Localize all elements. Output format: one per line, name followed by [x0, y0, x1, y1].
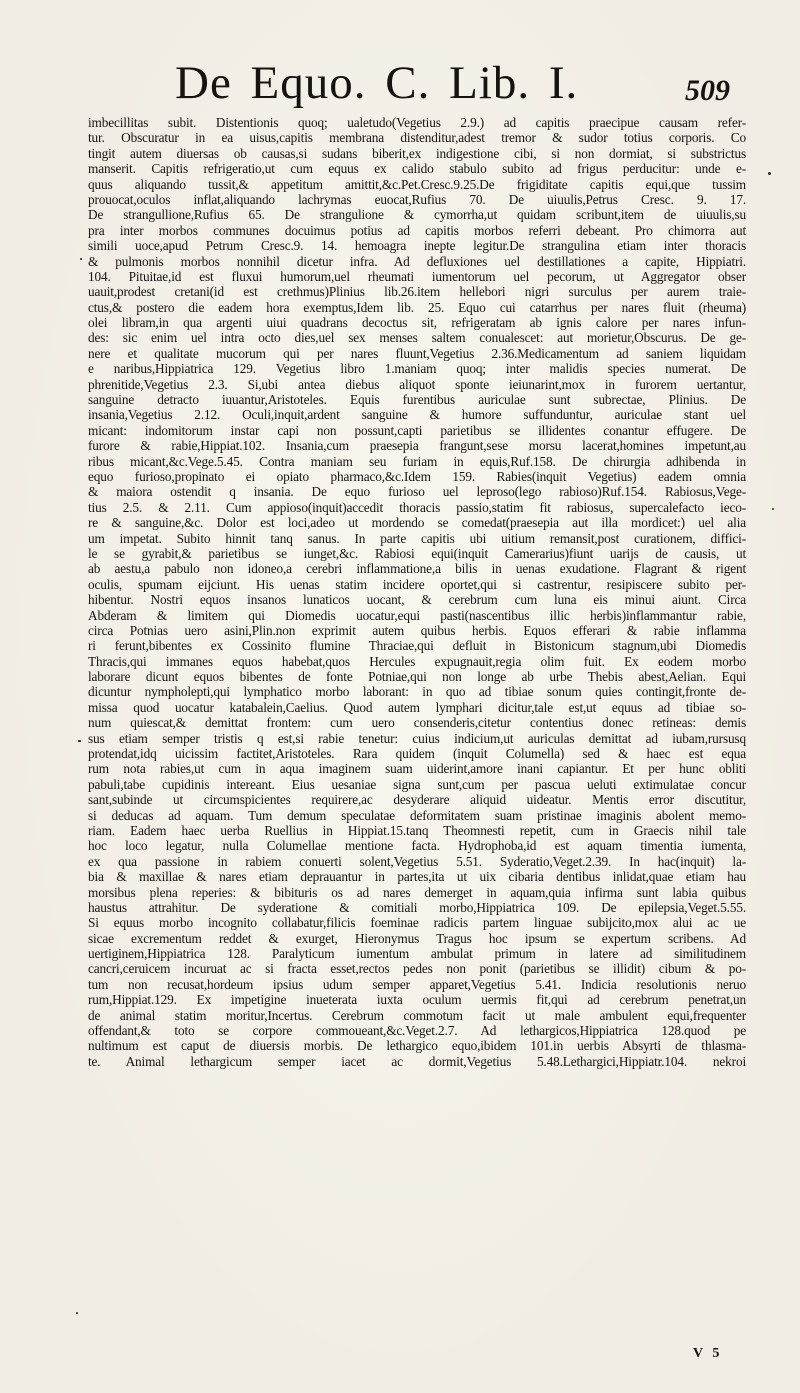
text-line: imbecillitas subit. Distentionis quoq; ualetudo(Vegetius 2.9.) ad capitis praecipue causam refer-	[88, 115, 746, 130]
text-line: olei libram,in qua argenti uiui quadrans decoctus sit, refrigeratam ab ignis calore per nares infun-	[88, 315, 746, 331]
running-head	[175, 58, 730, 108]
text-line: micant: indomitorum instar capi non possunt,capti parietibus se illidentes conantur effugere. De	[88, 422, 746, 438]
text-line: oculis, spumam eijciunt. His uenas statim incidere oportet,qui si castrentur, resipiscere subito per-	[88, 576, 746, 592]
text-line: insania,Vegetius 2.12. Oculi,inquit,ardent sanguine & humore suffunduntur, auriculae stant uel	[88, 407, 746, 423]
text-line: tingit autem diuersas ob causas,si sudans biberit,ex indigestione cibi, si non dormiat, si substrictus	[88, 145, 746, 161]
text-line: rum,Hippiat.129. Ex impetigine inueterata iuxta oculum uermis fit,qui ad cerebrum penetrat,un	[88, 992, 746, 1008]
text-line: sus etiam semper tristis q est,si rabie tenetur: cuius indicium,ut auriculas demittat ad iubam,rursusq	[88, 730, 746, 746]
text-line: bia & maxillae & nares etiam deprauantur in partes,ita ut uix cibaria dentibus inlidat,quae etiam hau	[88, 869, 746, 885]
text-line: le se gyrabit,& parietibus se iunget,&c. Rabiosi equi(inquit Camerarius)fiunt uarijs de causis, ut	[88, 545, 746, 561]
text-line: haustus attrahitur. De syderatione & comitiali morbo,Hippiatrica 109. De epilepsia,Veget.5.55.	[88, 899, 746, 915]
text-line: rum nota rabies,ut cum in aqua imaginem suam uiderint,amore inani capiantur. Et per hunc obliti	[88, 761, 746, 777]
text-line: uertiginem,Hippiatrica 128. Paralyticum iumentum ambulat primum in latere ad similitudinem	[88, 946, 746, 962]
text-line: furore & rabie,Hippiat.102. Insania,cum praesepia frangunt,sese morsu lacerat,homines impetunt,au	[88, 438, 746, 454]
text-line: uauit,prodest cretani(id est crethmus)Plinius lib.26.item hellebori nigri surculus per aurem traie-	[88, 284, 746, 300]
text-line: simili uoce,apud Petrum Cresc.9. 14. hemoagra inepte legitur.De strangulina etiam inter thoracis	[88, 238, 746, 254]
text-line: num quiescat,& demittat frontem: cum uero consenderis,citetur contentius donec retineas: demis	[88, 715, 746, 731]
text-line: tur. Obscuratur in ea uisus,capitis membrana distenditur,adest tremor & sudor totius corporis. Co	[88, 130, 746, 146]
signature-mark: V 5	[693, 1346, 723, 1361]
ink-fleck	[78, 740, 81, 742]
text-line: offendant,& toto se corpore commoueant,&c.Veget.2.7. Ad lethargicos,Hippiatrica 128.quod pe	[88, 1023, 746, 1039]
text-line: si deducas ad aquam. Tum demum speculatae deformitatem suam pristinae imaginis abolent memo-	[88, 807, 746, 823]
text-line: De strangullione,Rufius 65. De strangulione & cymorrha,ut quidam scribunt,item de uiuulis,su	[88, 207, 746, 223]
text-line: ctus,& postero die eadem hora exemptus,Idem lib. 25. Equo cui catarrhus per nares fluit (rheuma)	[88, 299, 746, 315]
text-line: & pulmonis morbos nonnihil dicetur infra. Ad defluxiones uel destillationes a capite, Hippiatri.	[88, 253, 746, 269]
text-line: quus aliquando tussit,& appetitum amittit,&c.Pet.Cresc.9.25.De frigiditate capitis equi,que tussim	[88, 176, 746, 192]
text-line: tum non recusat,hordeum ipsius udum semper apparet,Vegetius 5.41. Indicia resolutionis neruo	[88, 976, 746, 992]
text-line: 104. Pituitae,id est fluxui humorum,uel rheumati iumentorum uel pecorum, ut Aggregator obser	[88, 268, 746, 284]
running-head-title: De Equo. C. Lib. I.	[175, 57, 579, 109]
text-line: & maiora ostendit q insania. De equo furioso uel leproso(lego rabioso)Ruf.154. Rabiosus,Vege-	[88, 484, 746, 500]
text-line: circa Potnias uero asini,Plin.non exprimit autem quibus herbis. Equos efferari & rabie inflamma	[88, 622, 746, 638]
text-line: phrenitide,Vegetius 2.3. Si,ubi antea diebus aliquot sponte ieiunarint,mox in furorem uertantur,	[88, 376, 746, 392]
text-line: de animal statim moritur,Incertus. Cerebrum commotum facit ut male ambulent equi,frequenter	[88, 1007, 746, 1023]
text-line: nultimum est caput de diuersis morbis. De lethargico equo,ibidem 101.in uerbis Absyrti de thlasma-	[88, 1038, 746, 1054]
ink-fleck	[76, 1312, 78, 1314]
text-line: um impetat. Subito hinnit tanq sanus. In parte capitis ubi uitium remansit,post curationem, diffici-	[88, 530, 746, 546]
ink-fleck	[772, 508, 774, 510]
text-line: pabuli,tabe cupidinis intereant. Eius uesaniae signa sunt,cum per pascua ueluti extimulatae concur	[88, 776, 746, 792]
ink-fleck	[768, 172, 771, 175]
folio-number: 509	[685, 74, 730, 107]
body-text	[88, 115, 746, 1069]
text-line: ribus micant,&c.Vege.5.45. Contra maniam seu furiam in equis,Ruf.158. De chirurgia adhibenda in	[88, 453, 746, 469]
text-line: e naribus,Hippiatrica 129. Vegetius libro 1.maniam quoq; inter malidis species numerat. De	[88, 361, 746, 377]
text-line: ex qua passione in rabiem conuerti solent,Vegetius 5.51. Syderatio,Veget.2.39. In hac(inquit) la-	[88, 853, 746, 869]
text-line: laborare dicunt equos bibentes de fonte Potniae,qui non longe ab urbe Thebis abest,Aelian. Equi	[88, 669, 746, 685]
text-line: riam. Eadem haec uerba Ruellius in Hippiat.15.tanq Theomnesti repetit, cum in Graecis nihil tale	[88, 822, 746, 838]
text-line: cancri,ceruicem incuruat ac si fracta esset,rectos pedes non ponit (parietibus se illidit) cibum & po-	[88, 961, 746, 977]
text-line: morsibus plena reperies: & bibituris os ad nares demerget in aquam,quia infirma sunt labia quibus	[88, 884, 746, 900]
text-line: tius 2.5. & 2.11. Cum appioso(inquit)accedit thoracis passio,statim fit rabiosus, supercalefacto ieco-	[88, 499, 746, 515]
text-line: sant,subinde ut circumspicientes requirere,ac desyderare aliquid uideatur. Mentis error discutitur,	[88, 792, 746, 808]
text-line: pra inter morbos communes docuimus potius ad capitis morbos referri debeant. Pro chimorra aut	[88, 222, 746, 238]
text-line: protendat,idq uicissim factitet,Aristoteles. Rara quidem (inquit Columella) sed & haec est equa	[88, 746, 746, 762]
text-line: des: sic enim uel intra octo dies,uel sex menses saltem conualescet: aut morietur,Obscurus. De ge-	[88, 330, 746, 346]
text-line: equo furioso,propinato ei opiato pharmaco,&c.Idem 159. Rabies(inquit Vegetius) eadem omnia	[88, 468, 746, 484]
text-line: missa quod uocatur katabalein,Caelius. Quod autem lymphari dicitur,tale est,ut equus ad tibiae so-	[88, 699, 746, 715]
text-line: hoc loco legatur, nulla Columellae mentione facta. Hydrophoba,id est aquam timentia iumenta,	[88, 838, 746, 854]
text-line: sicae excrementum reddet & exurget, Hieronymus Tragus hoc ipsum se expertum scribens. Ad	[88, 930, 746, 946]
text-line: Si equus morbo incognito collabatur,filicis foeminae radicis partem linguae subijcito,mox alui ac ue	[88, 915, 746, 931]
text-line: re & sanguine,&c. Dolor est loci,adeo ut mordendo se comedat(praesepia aut illa mordicet:) uel alia	[88, 515, 746, 531]
text-line: hibentur. Nostri equos insanos lunaticos uocant, & cerebrum cum luna eis minui aiunt. Circa	[88, 592, 746, 608]
text-line: ab aestu,a pabulo non idoneo,a cerebri inflammatione,a bilis in uenas exudatione. Flagrant & rigent	[88, 561, 746, 577]
ink-fleck	[80, 258, 82, 260]
text-line: Thracis,qui immanes equos habebat,quos Hercules expugnauit,regia olim fuit. Ex eodem morbo	[88, 653, 746, 669]
text-line: Abderam & limitem qui Diomedis uocatur,equi pasti(nascentibus illic herbis)inflammantur rabie,	[88, 607, 746, 623]
text-line: manserit. Capitis refrigeratio,ut cum equus ex calido stabulo subito ad frigus perducitur: unde e-	[88, 161, 746, 177]
text-line: sanguine detracto iuuantur,Aristoteles. Equis furentibus auriculae sunt subrectae, Plinius. De	[88, 392, 746, 408]
text-line: ri ferunt,bibentes ex Cossinito flumine Thraciae,qui defluit in Bistonicum stagnum,ubi Diomedis	[88, 638, 746, 654]
text-line: nere et qualitate mucorum qui per nares fluunt,Vegetius 2.36.Medicamentum ad saniem liquidam	[88, 345, 746, 361]
text-line: dicuntur nympholepti,qui lymphatico morbo laborant: in quo ad tibiae sonum quies contingit,fronte de-	[88, 684, 746, 700]
text-line: prouocat,oculos inflat,aliquando lachrymas euocat,Rufius 70. De uiuulis,Petrus Cresc. 9. 17.	[88, 191, 746, 207]
text-line: te. Animal lethargicum semper iacet ac dormit,Vegetius 5.48.Lethargici,Hippiatr.104. nekroi	[88, 1053, 746, 1069]
